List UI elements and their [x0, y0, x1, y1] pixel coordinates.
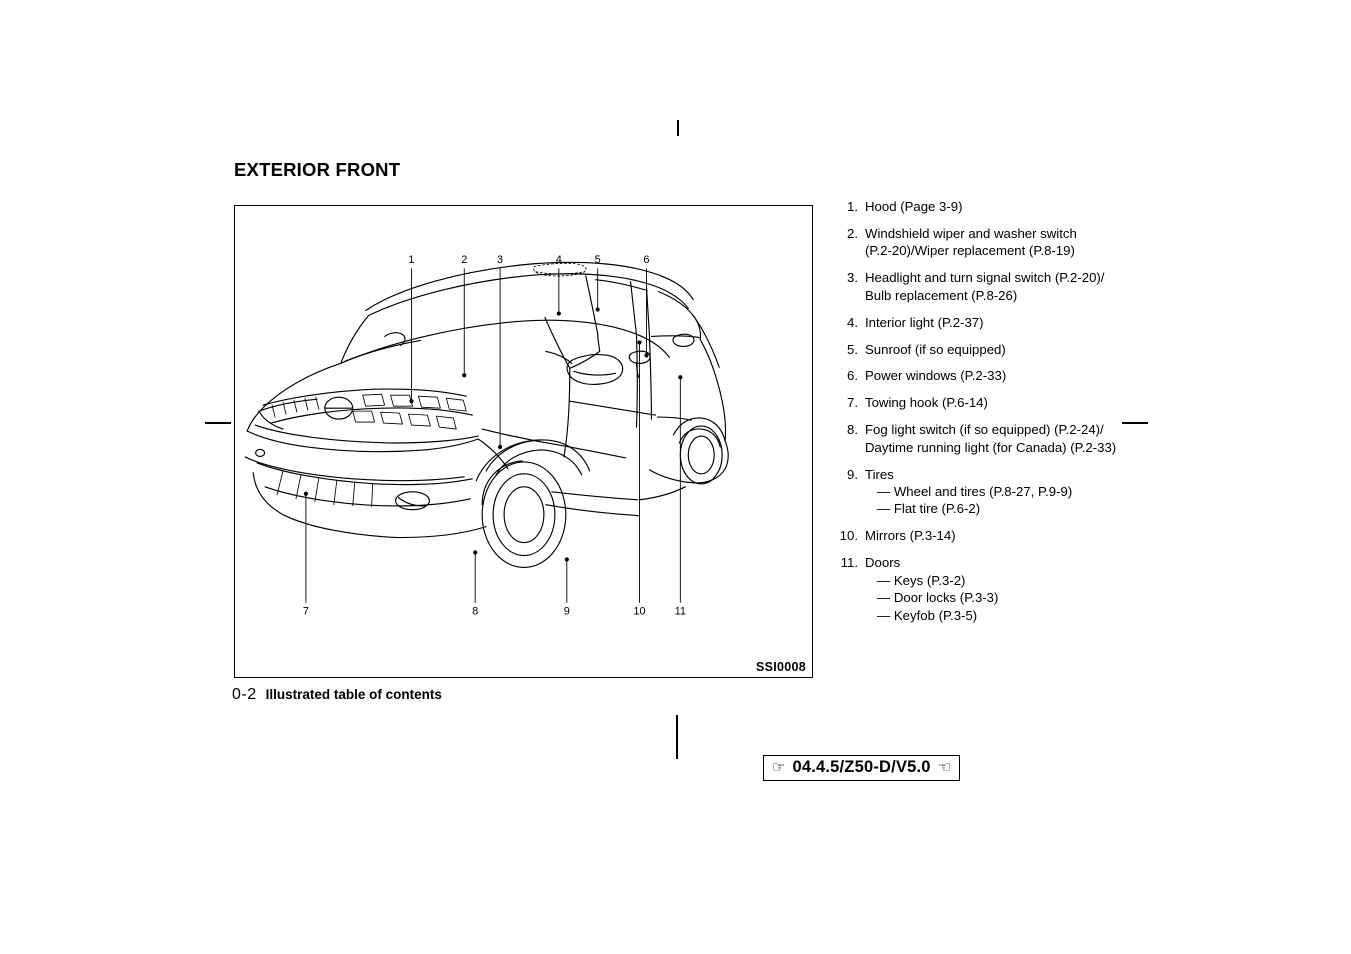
list-item [836, 269, 1136, 304]
list-item [836, 367, 1136, 384]
callout-number-11: 11 [674, 605, 687, 618]
list-item [836, 466, 1136, 518]
list-item-body [865, 269, 1136, 304]
list-item-text: Towing hook (P.6-14) [865, 395, 988, 411]
list-subitem: — Flat tire (P.6-2) [877, 501, 981, 517]
list-item-text: Headlight and turn signal switch (P.2-20)/ [865, 270, 1105, 286]
list-subitem: — Door locks (P.3-3) [877, 590, 999, 606]
callout-number-3: 3 [497, 253, 504, 266]
list-subitem: — Keys (P.3-2) [877, 572, 966, 588]
list-item-body [865, 314, 1136, 331]
list-item-text: Interior light (P.2-37) [865, 314, 984, 330]
callout-number-4: 4 [555, 253, 562, 266]
version-stamp [763, 755, 960, 781]
illustration-frame [234, 205, 813, 678]
callout-number-1: 1 [408, 253, 415, 266]
list-item-body [865, 225, 1136, 260]
list-item-text: Hood (Page 3-9) [865, 199, 963, 214]
list-item-number: 5. [847, 341, 858, 357]
vehicle-illustration [235, 206, 812, 677]
crop-mark-bottom-center [676, 715, 678, 759]
list-item-number: 9. [847, 466, 858, 482]
callout-number-6: 6 [643, 253, 650, 266]
list-item-body [865, 341, 1136, 358]
callout-number-8: 8 [472, 605, 479, 618]
hand-pointing-left-icon: ☜ [937, 759, 952, 776]
leader-lines-top [411, 269, 646, 447]
callout-numbers [303, 254, 686, 618]
list-item-body [865, 527, 1136, 544]
list-item-body [865, 367, 1136, 384]
list-item-text: Daytime running light (for Canada) (P.2-33) [865, 439, 1117, 455]
list-item-number: 8. [847, 422, 858, 438]
section-label: Illustrated table of contents [265, 687, 442, 702]
hand-pointing-right-icon: ☞ [772, 759, 786, 776]
list-item-body [865, 198, 1136, 215]
list-item-text: Power windows (P.2-33) [865, 368, 1007, 384]
list-item-body [865, 421, 1136, 456]
list-item-number: 1. [847, 199, 858, 214]
list-item [836, 421, 1136, 456]
list-item [836, 527, 1136, 544]
list-item-text: Sunroof (if so equipped) [865, 341, 1006, 357]
list-item-text: Bulb replacement (P.8-26) [865, 287, 1018, 303]
list-item [836, 198, 1136, 215]
list-item-text: Tires [865, 466, 894, 482]
list-item-number: 6. [847, 368, 858, 384]
list-item-number: 10. [839, 528, 858, 544]
list-item [836, 341, 1136, 358]
version-stamp-text: 04.4.5/Z50-D/V5.0 [792, 758, 931, 776]
list-item-number: 3. [847, 270, 858, 286]
page-number: 0-2 [232, 686, 257, 703]
list-item-body [865, 466, 1136, 518]
crop-mark-left-tick [205, 422, 231, 424]
callout-number-9: 9 [563, 605, 570, 618]
list-item-text: Windshield wiper and washer switch [865, 225, 1077, 241]
vehicle-hood-and-front [245, 363, 486, 537]
list-item [836, 554, 1136, 624]
list-item-number: 4. [847, 314, 858, 330]
callout-number-10: 10 [633, 605, 646, 618]
leader-lines-bottom [306, 342, 680, 602]
callout-number-5: 5 [594, 253, 601, 266]
figure-code: SSI0008 [755, 660, 806, 674]
list-item [836, 225, 1136, 260]
list-item [836, 394, 1136, 411]
list-item-number: 2. [847, 225, 858, 241]
list-item-body [865, 554, 1136, 624]
page-title: EXTERIOR FRONT [234, 159, 401, 180]
crop-mark-top-center [677, 120, 679, 136]
list-item-text: Mirrors (P.3-14) [865, 528, 956, 544]
list-item-number: 7. [847, 395, 858, 411]
list-item-number: 11. [840, 555, 858, 571]
list-subitem: — Keyfob (P.3-5) [877, 607, 978, 623]
callout-number-2: 2 [461, 253, 468, 266]
list-item-text: Fog light switch (if so equipped) (P.2-24)/ [865, 422, 1104, 438]
callout-number-7: 7 [302, 605, 309, 618]
list-item [836, 314, 1136, 331]
list-item-text: (P.2-20)/Wiper replacement (P.8-19) [865, 243, 1075, 259]
footer [232, 686, 442, 704]
list-item-body [865, 394, 1136, 411]
list-item-text: Doors [865, 555, 901, 571]
list-subitem: — Wheel and tires (P.8-27, P.9-9) [877, 484, 1073, 500]
component-list [836, 198, 1136, 634]
